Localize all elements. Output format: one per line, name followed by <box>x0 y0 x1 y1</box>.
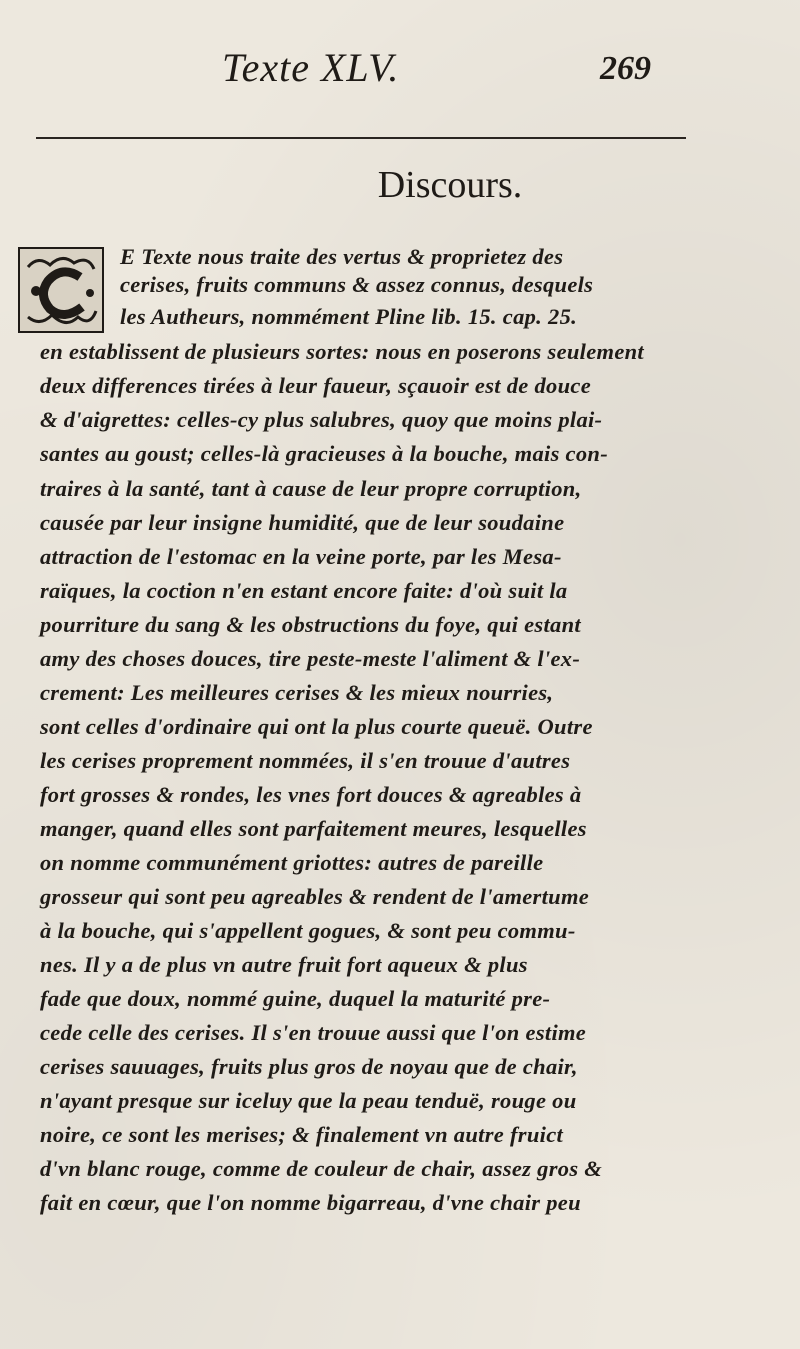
text-line: sont celles d'ordinaire qui ont la plus courte queuë. Outre <box>40 714 593 739</box>
running-title: Texte XLV. <box>222 45 400 90</box>
page-number: 269 <box>600 50 651 87</box>
text-line: attraction de l'estomac en la veine porte, par les Mesa- <box>40 544 562 569</box>
text-line: pourriture du sang & les obstructions du foye, qui estant <box>40 612 581 637</box>
text-line: fait en cœur, que l'on nomme bigarreau, d'vne chair peu <box>40 1190 581 1215</box>
text-line: à la bouche, qui s'appellent gogues, & sont peu commu- <box>40 918 576 943</box>
text-line: d'vn blanc rouge, comme de couleur de chair, assez gros & <box>40 1156 603 1181</box>
ornamental-initial-icon <box>18 247 104 333</box>
text-line: santes au goust; celles-là gracieuses à la bouche, mais con- <box>40 441 608 466</box>
text-line: en establissent de plusieurs sortes: nous en poserons seulement <box>40 339 644 364</box>
text-line: n'ayant presque sur iceluy que la peau tenduë, rouge ou <box>40 1088 577 1113</box>
header-rule <box>36 137 686 139</box>
text-line: E Texte nous traite des vertus & proprietez des <box>120 244 564 269</box>
section-heading: Discours. <box>377 164 523 206</box>
text-line: amy des choses douces, tire peste-meste l'aliment & l'ex- <box>40 646 581 671</box>
text-line: grosseur qui sont peu agreables & rendent de l'amertume <box>40 884 590 909</box>
text-line: & d'aigrettes: celles-cy plus salubres, quoy que moins plai- <box>40 407 603 432</box>
text-line: crement: Les meilleures cerises & les mieux nourries, <box>40 680 554 705</box>
text-line: nes. Il y a de plus vn autre fruit fort aqueux & plus <box>40 952 528 977</box>
text-line: deux differences tirées à leur faueur, sçauoir est de douce <box>40 373 591 398</box>
text-line: les cerises proprement nommées, il s'en trouue d'autres <box>40 748 571 773</box>
text-line: noire, ce sont les merises; & finalement vn autre fruict <box>40 1122 564 1147</box>
text-line: cerises, fruits communs & assez connus, desquels <box>120 272 594 297</box>
text-line: fade que doux, nommé guine, duquel la maturité pre- <box>40 986 551 1011</box>
text-line: raïques, la coction n'en estant encore faite: d'où suit la <box>40 578 568 603</box>
text-line: causée par leur insigne humidité, que de leur soudaine <box>40 510 565 535</box>
text-line: les Autheurs, nommément Pline lib. 15. cap. 25. <box>120 304 578 329</box>
text-line: traires à la santé, tant à cause de leur propre corruption, <box>40 476 582 501</box>
text-line: cerises sauuages, fruits plus gros de noyau que de chair, <box>40 1054 578 1079</box>
text-line: on nomme communément griottes: autres de pareille <box>40 850 544 875</box>
text-line: manger, quand elles sont parfaitement meures, lesquelles <box>40 816 587 841</box>
text-line: fort grosses & rondes, les vnes fort douces & agreables à <box>40 782 582 807</box>
text-line: cede celle des cerises. Il s'en trouue aussi que l'on estime <box>40 1020 587 1045</box>
